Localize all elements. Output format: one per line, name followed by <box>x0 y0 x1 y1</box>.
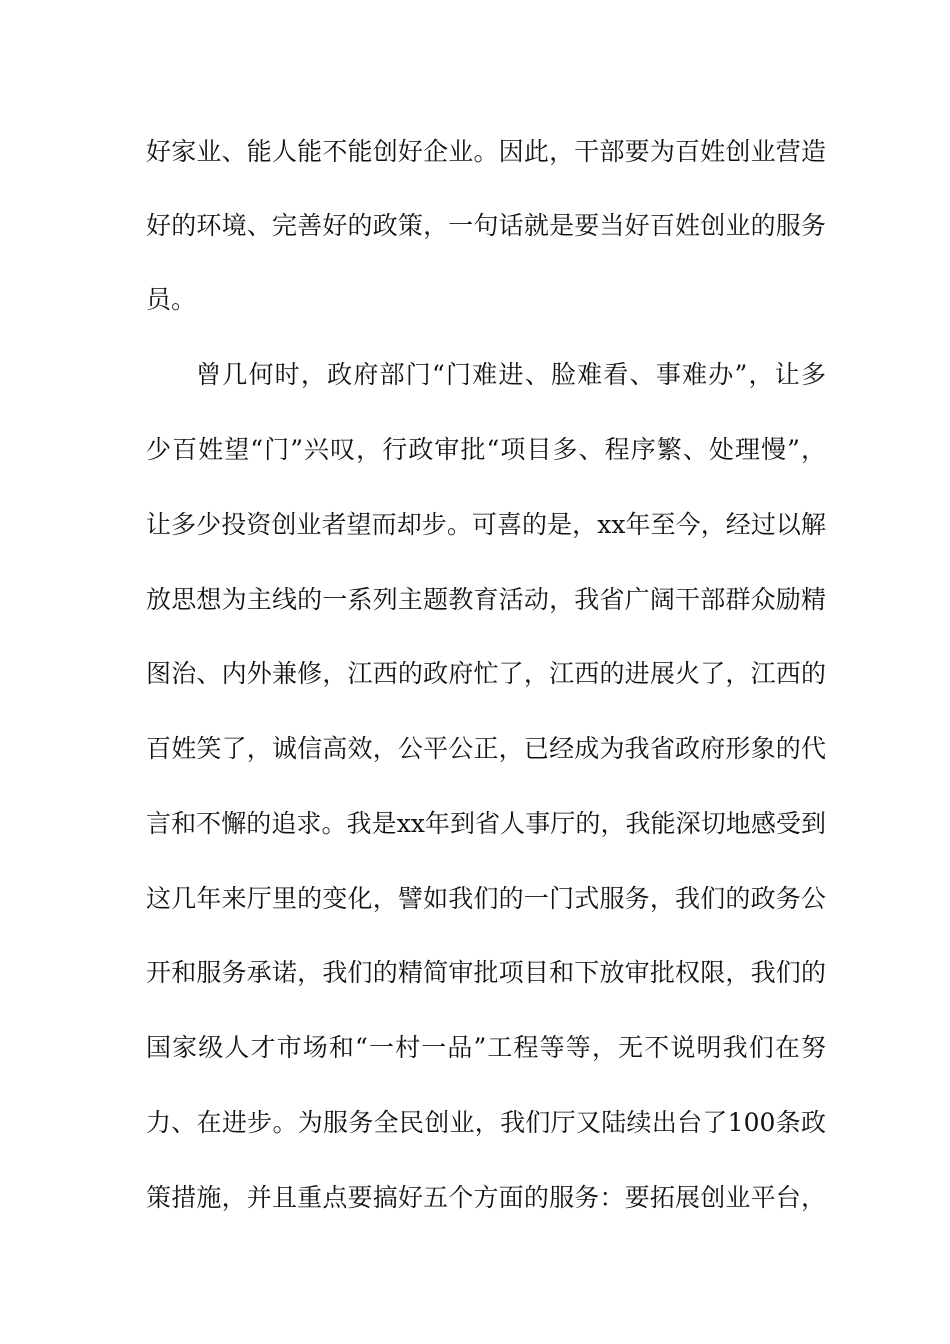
text-line: 策措施，并且重点要搞好五个方面的服务：要拓展创业平台， <box>146 1183 826 1212</box>
text-line: 力、在进步。为服务全民创业，我们厅又陆续出台了100条政 <box>146 1108 826 1137</box>
text-line: 图治、内外兼修，江西的政府忙了，江西的进展火了，江西的 <box>146 659 826 688</box>
text-line: 开和服务承诺，我们的精简审批项目和下放审批权限，我们的 <box>146 958 826 987</box>
text-line: 好的环境、完善好的政策，一句话就是要当好百姓创业的服务 <box>146 211 826 240</box>
text-line: 这几年来厅里的变化，譬如我们的一门式服务，我们的政务公 <box>146 884 826 913</box>
text-line: 放思想为主线的一系列主题教育活动，我省广阔干部群众励精 <box>146 585 826 614</box>
text-line: 少百姓望“门”兴叹，行政审批“项目多、程序繁、处理慢”， <box>146 435 826 464</box>
text-line: 国家级人才市场和“一村一品”工程等等，无不说明我们在努 <box>146 1033 826 1062</box>
text-line: 好家业、能人能不能创好企业。因此，干部要为百姓创业营造 <box>146 137 826 166</box>
text-line: 让多少投资创业者望而却步。可喜的是，xx年至今，经过以解 <box>146 510 826 539</box>
text-line: 员。 <box>146 285 197 314</box>
paragraph-first-line: 曾几何时，政府部门“门难进、脸难看、事难办”，让多 <box>196 360 826 389</box>
text-line: 百姓笑了，诚信高效，公平公正，已经成为我省政府形象的代 <box>146 734 826 763</box>
text-line: 言和不懈的追求。我是xx年到省人事厅的，我能深切地感受到 <box>146 809 826 838</box>
